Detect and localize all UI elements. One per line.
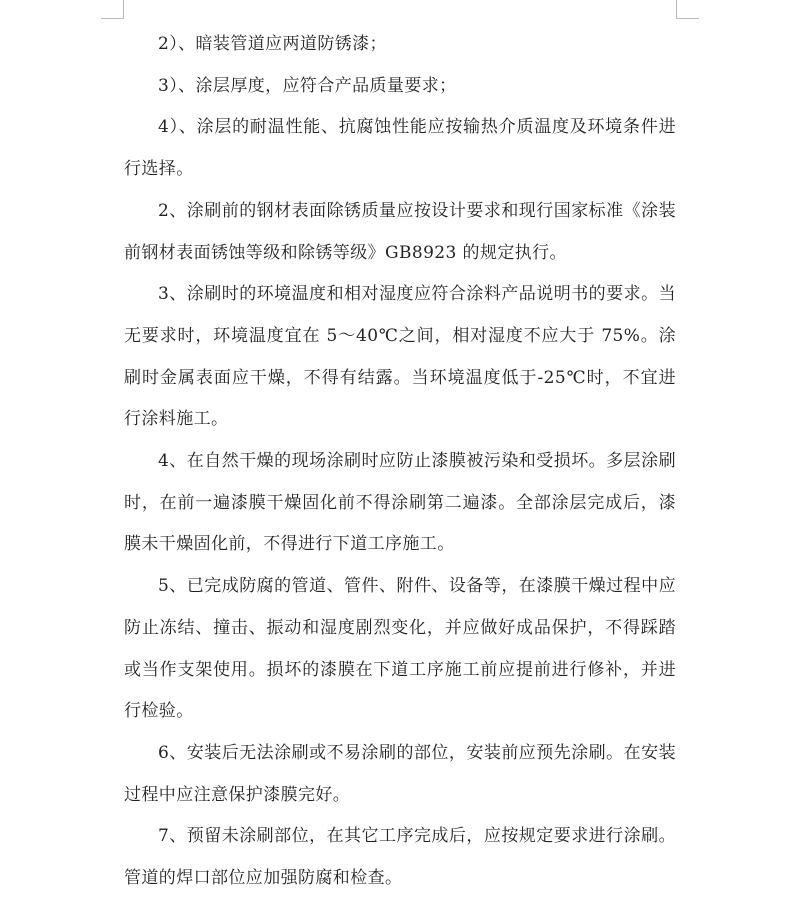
paragraph-item-3: 3）、涂层厚度，应符合产品质量要求； xyxy=(158,75,457,96)
paragraph-item-4: 4）、涂层的耐温性能、抗腐蚀性能应按输热介质温度及环境条件进行选择。 xyxy=(124,117,676,180)
paragraph-natural-drying: 4、在自然干燥的现场涂刷时应防止漆膜被污染和受损坏。多层涂刷时，在前一遍漆膜干燥固化前不得涂刷第二遍漆。全部涂层完成后，漆膜未干燥固化前，不得进行下道工序施工。 xyxy=(124,451,676,555)
paragraph-item-2: 2）、暗装管道应两道防锈漆； xyxy=(158,34,387,54)
paragraph-rust-removal: 2、涂刷前的钢材表面除锈质量应按设计要求和现行国家标准《涂装前钢材表面锈蚀等级和除锈等级》GB8923 的规定执行。 xyxy=(124,200,676,263)
margin-corner-mark-left xyxy=(101,0,124,19)
paragraph-environment-conditions: 3、涂刷时的环境温度和相对湿度应符合涂料产品说明书的要求。当无要求时，环境温度宜在 5～40℃之间，相对湿度不应大于 75%。涂刷时金属表面应干燥，不得有结露。当环境温度低于-25℃时，不宜进行涂料施工。 xyxy=(124,284,676,430)
paragraph-pre-painting: 6、安装后无法涂刷或不易涂刷的部位，安装前应预先涂刷。在安装过程中应注意保护漆膜完好。 xyxy=(124,742,676,805)
document-body xyxy=(124,24,676,900)
margin-corner-mark-right xyxy=(676,0,699,19)
paragraph-protection: 5、已完成防腐的管道、管件、附件、设备等，在漆膜干燥过程中应防止冻结、撞击、振动和湿度剧烈变化，并应做好成品保护，不得踩踏或当作支架使用。损坏的漆膜在下道工序施工前应提前进行修补，并进行检验。 xyxy=(124,576,676,722)
paragraph-reserved-areas: 7、预留未涂刷部位，在其它工序完成后，应按规定要求进行涂刷。管道的焊口部位应加强防腐和检查。 xyxy=(124,826,676,889)
